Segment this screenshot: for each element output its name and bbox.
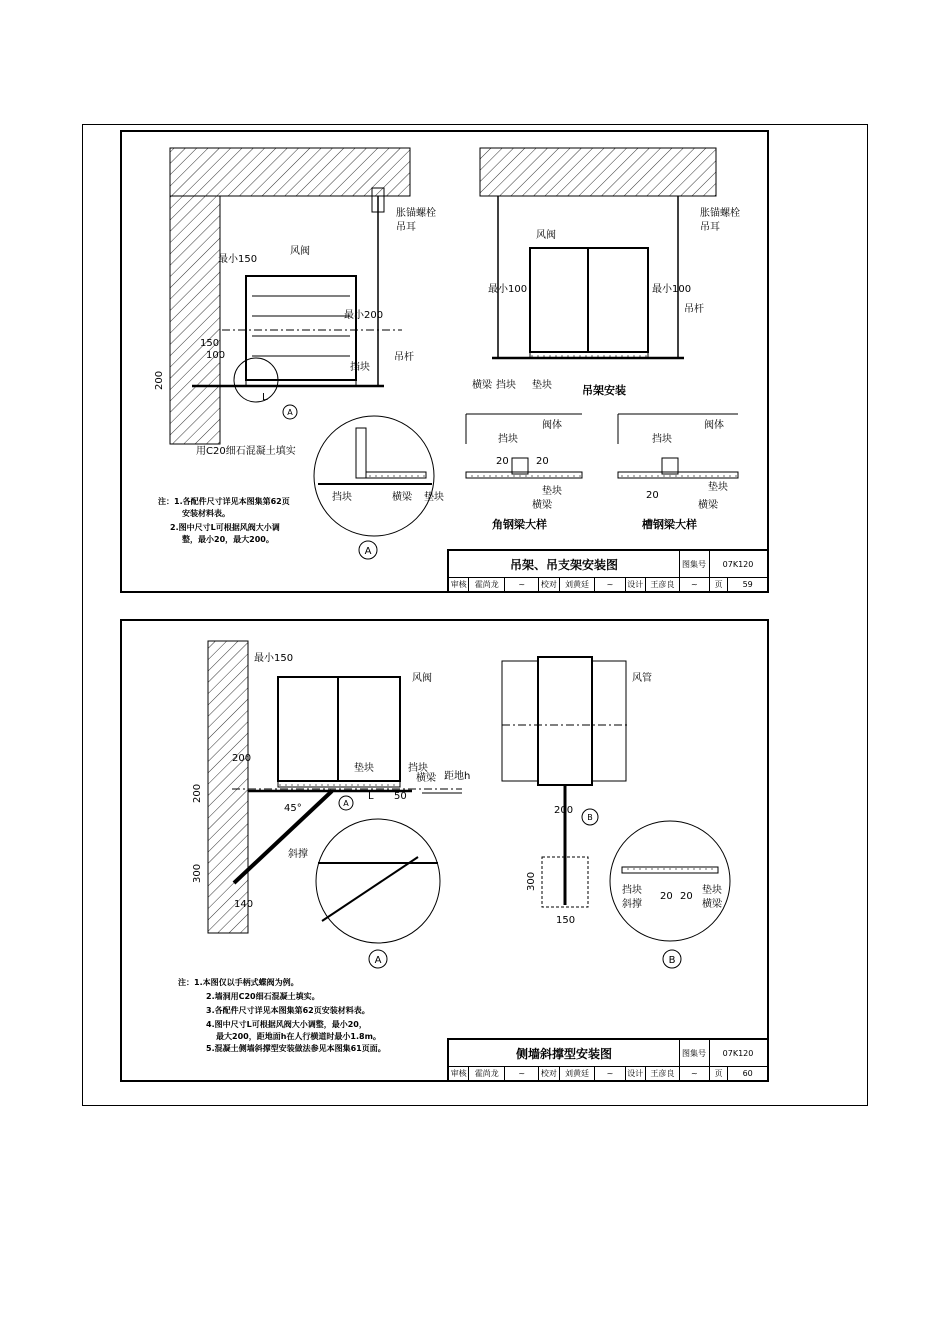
detail-a-stop-block: 挡块 xyxy=(332,492,352,503)
designer-name: 王彦良 xyxy=(646,577,680,591)
page-number: 59 xyxy=(742,579,753,589)
s2-label-damper: 风阀 xyxy=(412,673,432,684)
check-label: 校对 xyxy=(539,577,559,591)
checker-name: 刘黄廷 xyxy=(560,577,596,591)
s2-note-4b: 最大200，距地面h在人行横道时最小1.8m。 xyxy=(216,1032,381,1041)
review-label-60: 审核 xyxy=(449,1066,469,1080)
designer-name-60: 王彦良 xyxy=(646,1066,680,1080)
s2-label-pad: 垫块 xyxy=(354,763,374,774)
s2-label-crossbeam: 横梁 xyxy=(416,773,436,784)
dim-100: 100 xyxy=(206,350,226,361)
s2-note-1: 注：1.本图仅以手柄式蝶阀为例。 xyxy=(178,978,299,987)
s2-note-4: 4.图中尺寸L可根据风阀大小调整，最小20， xyxy=(206,1020,367,1029)
ceiling-slab-right xyxy=(480,148,716,196)
reviewer-signature: ~ xyxy=(505,577,539,591)
dim-200: 200 xyxy=(154,370,165,390)
label-lug-right: 吊耳 xyxy=(700,222,720,233)
label-pad-right: 垫块 xyxy=(532,380,552,391)
label-hanger-rod: 吊杆 xyxy=(394,352,414,363)
detail-b-dim20a: 20 xyxy=(660,891,673,902)
wall-left xyxy=(170,196,220,444)
title-block-59 xyxy=(447,549,767,591)
atlas-label-60: 图集号 xyxy=(679,1040,710,1066)
reviewer-name: 霍尚龙 xyxy=(469,577,505,591)
label-crossbeam-right: 横梁 xyxy=(472,380,492,391)
checker-signature-60: ~ xyxy=(595,1066,625,1080)
s2-detail-b-ref: B xyxy=(587,813,593,822)
s2-dim-200c: 200 xyxy=(554,805,574,816)
label-hanger-rod-right: 吊杆 xyxy=(684,304,704,315)
s2-label-min150: 最小150 xyxy=(254,653,294,664)
detail-a-crossbeam: 横梁 xyxy=(392,492,412,503)
sheet-title: 吊架、吊支架安装图 xyxy=(449,551,680,577)
design-label: 设计 xyxy=(626,577,646,591)
angle-dim20b: 20 xyxy=(536,456,549,467)
label-damper: 风阀 xyxy=(290,246,310,257)
channel-valve-body: 阀体 xyxy=(704,420,724,431)
detail-a-pad: 垫块 xyxy=(424,492,444,503)
s2-label-floor-h: 距地h xyxy=(444,771,471,782)
designer-signature: ~ xyxy=(680,577,710,591)
bracket-title: 吊架安装 xyxy=(582,384,626,397)
s2-dim-150: 150 xyxy=(556,915,576,926)
s2-dim-200-vert: 200 xyxy=(192,783,203,803)
label-stop-block: 挡块 xyxy=(350,362,370,373)
atlas-number: 07K120 xyxy=(722,559,754,569)
s2-dim-200: 200 xyxy=(232,753,252,764)
label-min100-right: 最小100 xyxy=(652,284,692,295)
s2-note-3: 3.各配件尺寸详见本图集第62页安装材料表。 xyxy=(206,1006,370,1015)
s2-detail-b-circle xyxy=(610,821,730,941)
s2-detail-b-label: B xyxy=(668,955,676,966)
note-1b: 安装材料表。 xyxy=(182,509,230,518)
label-anchor-bolt: 胀锚螺栓 xyxy=(396,208,436,219)
detail-b-crossbeam: 横梁 xyxy=(702,899,722,910)
channel-crossbeam: 横梁 xyxy=(698,500,718,511)
note-2: 2.图中尺寸L可根据风阀大小调 xyxy=(170,523,280,532)
page-label-60: 页 xyxy=(710,1066,728,1080)
s2-note-2: 2.墙洞用C20细石混凝土填实。 xyxy=(206,992,320,1001)
s2-dim-300: 300 xyxy=(192,863,203,883)
checker-signature: ~ xyxy=(595,577,625,591)
s2-dim-300b: 300 xyxy=(526,871,537,891)
drawing-sheet-59 xyxy=(120,130,769,593)
s2-label-brace: 斜撑 xyxy=(288,849,308,860)
label-fill-note: 用C20细石混凝土填实 xyxy=(196,446,296,457)
detail-a-ref: A xyxy=(287,408,293,417)
label-min150: 最小150 xyxy=(218,254,258,265)
channel-dim20: 20 xyxy=(646,490,659,501)
label-min100-left: 最小100 xyxy=(488,284,528,295)
s2-angle-45: 45° xyxy=(284,803,302,814)
side-wall xyxy=(208,641,248,933)
s2-detail-a-ref: A xyxy=(343,799,349,808)
angle-dim20a: 20 xyxy=(496,456,509,467)
review-label: 审核 xyxy=(449,577,469,591)
label-stop-block-right: 挡块 xyxy=(496,380,516,391)
sheet60-drawing xyxy=(122,621,767,1080)
channel-title: 槽钢梁大样 xyxy=(642,518,697,531)
top-left-line xyxy=(82,124,112,125)
detail-b-dim20b: 20 xyxy=(680,891,693,902)
checker-name-60: 刘黄廷 xyxy=(560,1066,596,1080)
sheet-title-60: 侧墙斜撑型安装图 xyxy=(449,1040,680,1066)
reviewer-name-60: 霍尚龙 xyxy=(469,1066,505,1080)
detail-b-stop: 挡块 xyxy=(622,885,642,896)
detail-b-brace: 斜撑 xyxy=(622,899,642,910)
angle-stop-block: 挡块 xyxy=(498,434,518,445)
reviewer-signature-60: ~ xyxy=(505,1066,539,1080)
note-1: 注：1.各配件尺寸详见本图集第62页 xyxy=(158,497,290,506)
check-label-60: 校对 xyxy=(539,1066,559,1080)
label-lug: 吊耳 xyxy=(396,222,416,233)
duct-right xyxy=(592,661,626,781)
s2-detail-a-label: A xyxy=(374,955,382,966)
sheet59-drawing xyxy=(122,132,767,591)
atlas-label: 图集号 xyxy=(679,551,710,577)
ceiling-slab-left xyxy=(170,148,410,196)
dim-150: 150 xyxy=(200,338,220,349)
damper-section xyxy=(538,657,592,785)
note-2b: 整，最小20，最大200。 xyxy=(182,535,274,544)
channel-pad: 垫块 xyxy=(708,482,728,493)
page-number-60: 60 xyxy=(742,1068,753,1078)
s2-dim-50: 50 xyxy=(394,791,407,802)
detail-a-label: A xyxy=(364,546,372,557)
label-anchor-bolt-right: 胀锚螺栓 xyxy=(700,208,740,219)
channel-stop-block: 挡块 xyxy=(652,434,672,445)
drawing-sheet-60 xyxy=(120,619,769,1082)
duct-left xyxy=(502,661,538,781)
designer-signature-60: ~ xyxy=(680,1066,710,1080)
s2-detail-a-circle xyxy=(316,819,440,943)
top-right-line xyxy=(776,124,868,125)
label-duct: 风管 xyxy=(632,673,652,684)
dim-L-left: L xyxy=(262,392,268,403)
detail-b-pad: 垫块 xyxy=(702,885,722,896)
label-min200: 最小200 xyxy=(344,310,384,321)
page-label: 页 xyxy=(710,577,728,591)
angle-pad: 垫块 xyxy=(542,486,562,497)
design-label-60: 设计 xyxy=(626,1066,646,1080)
s2-label-stop-block: 挡块 xyxy=(408,763,428,774)
atlas-number-60: 07K120 xyxy=(722,1048,754,1058)
s2-dim-L: L xyxy=(368,791,374,802)
damper-left xyxy=(246,276,356,380)
angle-crossbeam: 横梁 xyxy=(532,500,552,511)
angle-title: 角钢梁大样 xyxy=(492,518,547,531)
angle-valve-body: 阀体 xyxy=(542,420,562,431)
label-damper-right: 风阀 xyxy=(536,230,556,241)
title-block-60 xyxy=(447,1038,767,1080)
s2-note-5: 5.混凝土侧墙斜撑型安装做法参见本图集61页面。 xyxy=(206,1044,386,1053)
s2-dim-140: 140 xyxy=(234,899,254,910)
